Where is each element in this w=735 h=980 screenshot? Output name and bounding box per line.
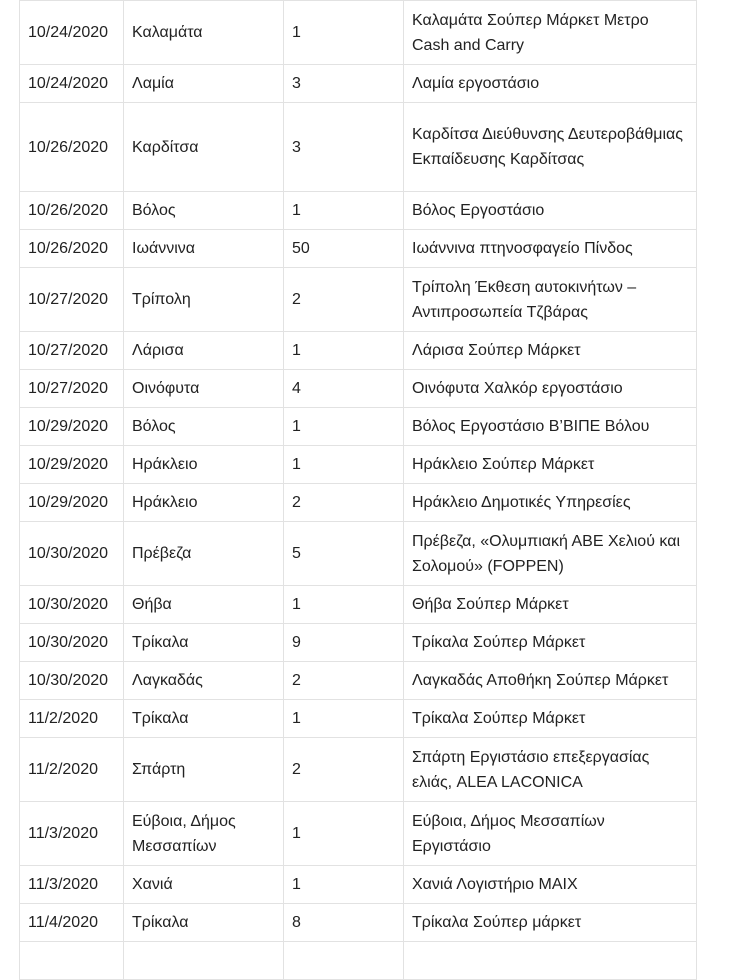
date-cell <box>20 942 124 980</box>
date-cell: 10/29/2020 <box>20 408 124 446</box>
place-cell: Τρίκαλα <box>124 904 284 942</box>
location-cell: Ηράκλειο Δημοτικές Υπηρεσίες <box>404 484 697 522</box>
table-row <box>20 65 697 103</box>
place-cell: Λάρισα <box>124 332 284 370</box>
table-row <box>20 230 697 268</box>
table-row <box>20 866 697 904</box>
location-cell: Καλαμάτα Σούπερ Μάρκετ Μετρο Cash and Carry <box>404 1 697 65</box>
table-row <box>20 1 697 65</box>
table-row <box>20 942 697 980</box>
date-cell: 10/29/2020 <box>20 484 124 522</box>
location-cell <box>404 942 697 980</box>
place-cell: Τρίκαλα <box>124 700 284 738</box>
place-cell: Πρέβεζα <box>124 522 284 586</box>
location-cell: Σπάρτη Εργιστάσιο επεξεργασίας ελιάς, ALEA LACONICA <box>404 738 697 802</box>
location-cell: Τρίκαλα Σούπερ μάρκετ <box>404 904 697 942</box>
table-row <box>20 586 697 624</box>
cases-cell: 1 <box>284 332 404 370</box>
table-row <box>20 446 697 484</box>
location-cell: Βόλος Εργοστάσιο <box>404 192 697 230</box>
table-row <box>20 103 697 192</box>
cases-cell: 1 <box>284 1 404 65</box>
cases-cell: 2 <box>284 268 404 332</box>
location-cell: Καρδίτσα Διεύθυνσης Δευτεροβάθμιας Εκπαίδευσης Καρδίτσας <box>404 103 697 192</box>
table-row <box>20 332 697 370</box>
cases-cell: 1 <box>284 192 404 230</box>
place-cell: Βόλος <box>124 408 284 446</box>
cases-cell: 2 <box>284 738 404 802</box>
place-cell: Ηράκλειο <box>124 484 284 522</box>
place-cell: Τρίπολη <box>124 268 284 332</box>
cases-cell: 1 <box>284 446 404 484</box>
location-cell: Τρίκαλα Σούπερ Μάρκετ <box>404 700 697 738</box>
place-cell: Λαγκαδάς <box>124 662 284 700</box>
date-cell: 10/24/2020 <box>20 65 124 103</box>
cases-cell: 1 <box>284 586 404 624</box>
place-cell: Ηράκλειο <box>124 446 284 484</box>
table-row <box>20 738 697 802</box>
place-cell: Τρίκαλα <box>124 624 284 662</box>
table-row <box>20 662 697 700</box>
place-cell: Θήβα <box>124 586 284 624</box>
date-cell: 10/27/2020 <box>20 332 124 370</box>
cases-cell: 1 <box>284 802 404 866</box>
table-row <box>20 370 697 408</box>
date-cell: 11/4/2020 <box>20 904 124 942</box>
cases-cell: 2 <box>284 484 404 522</box>
place-cell: Ιωάννινα <box>124 230 284 268</box>
date-cell: 10/24/2020 <box>20 1 124 65</box>
date-cell: 10/26/2020 <box>20 230 124 268</box>
location-cell: Ιωάννινα πτηνοσφαγείο Πίνδος <box>404 230 697 268</box>
location-cell: Οινόφυτα Χαλκόρ εργοστάσιο <box>404 370 697 408</box>
cases-cell: 3 <box>284 103 404 192</box>
location-cell: Χανιά Λογιστήριο ΜΑΙΧ <box>404 866 697 904</box>
cases-cell: 4 <box>284 370 404 408</box>
date-cell: 10/30/2020 <box>20 586 124 624</box>
place-cell: Λαμία <box>124 65 284 103</box>
table-body <box>20 1 697 980</box>
place-cell: Εύβοια, Δήμος Μεσσαπίων <box>124 802 284 866</box>
place-cell: Οινόφυτα <box>124 370 284 408</box>
cases-cell: 9 <box>284 624 404 662</box>
location-cell: Λαμία εργοστάσιο <box>404 65 697 103</box>
cases-cell: 5 <box>284 522 404 586</box>
location-cell: Τρίκαλα Σούπερ Μάρκετ <box>404 624 697 662</box>
table-row <box>20 904 697 942</box>
location-cell: Εύβοια, Δήμος Μεσσαπίων Εργιστάσιο <box>404 802 697 866</box>
table-row <box>20 802 697 866</box>
table-row <box>20 408 697 446</box>
date-cell: 10/26/2020 <box>20 192 124 230</box>
date-cell: 10/30/2020 <box>20 662 124 700</box>
table-row <box>20 484 697 522</box>
date-cell: 10/27/2020 <box>20 370 124 408</box>
place-cell: Καρδίτσα <box>124 103 284 192</box>
cases-cell: 8 <box>284 904 404 942</box>
date-cell: 10/26/2020 <box>20 103 124 192</box>
place-cell: Χανιά <box>124 866 284 904</box>
date-cell: 11/2/2020 <box>20 738 124 802</box>
date-cell: 11/3/2020 <box>20 802 124 866</box>
location-cell: Λαγκαδάς Αποθήκη Σούπερ Μάρκετ <box>404 662 697 700</box>
date-cell: 11/2/2020 <box>20 700 124 738</box>
cases-cell: 1 <box>284 700 404 738</box>
table-row <box>20 700 697 738</box>
place-cell: Καλαμάτα <box>124 1 284 65</box>
cases-cell <box>284 942 404 980</box>
location-cell: Τρίπολη Έκθεση αυτοκινήτων – Αντιπροσωπεία Τζβάρας <box>404 268 697 332</box>
cases-cell: 3 <box>284 65 404 103</box>
cases-cell: 1 <box>284 408 404 446</box>
cases-cell: 1 <box>284 866 404 904</box>
location-cell: Ηράκλειο Σούπερ Μάρκετ <box>404 446 697 484</box>
cases-cell: 50 <box>284 230 404 268</box>
table-row <box>20 268 697 332</box>
cases-cell: 2 <box>284 662 404 700</box>
place-cell: Σπάρτη <box>124 738 284 802</box>
date-cell: 11/3/2020 <box>20 866 124 904</box>
location-cell: Πρέβεζα, «Ολυμπιακή ΑΒΕ Χελιού και Σολομού» (FOPPEN) <box>404 522 697 586</box>
location-cell: Λάρισα Σούπερ Μάρκετ <box>404 332 697 370</box>
date-cell: 10/29/2020 <box>20 446 124 484</box>
location-cell: Βόλος Εργοστάσιο Β’ΒΙΠΕ Βόλου <box>404 408 697 446</box>
date-cell: 10/30/2020 <box>20 522 124 586</box>
table-row <box>20 522 697 586</box>
date-cell: 10/30/2020 <box>20 624 124 662</box>
place-cell: Βόλος <box>124 192 284 230</box>
table-row <box>20 192 697 230</box>
date-cell: 10/27/2020 <box>20 268 124 332</box>
location-cell: Θήβα Σούπερ Μάρκετ <box>404 586 697 624</box>
outbreak-table <box>19 0 697 980</box>
table-row <box>20 624 697 662</box>
place-cell <box>124 942 284 980</box>
